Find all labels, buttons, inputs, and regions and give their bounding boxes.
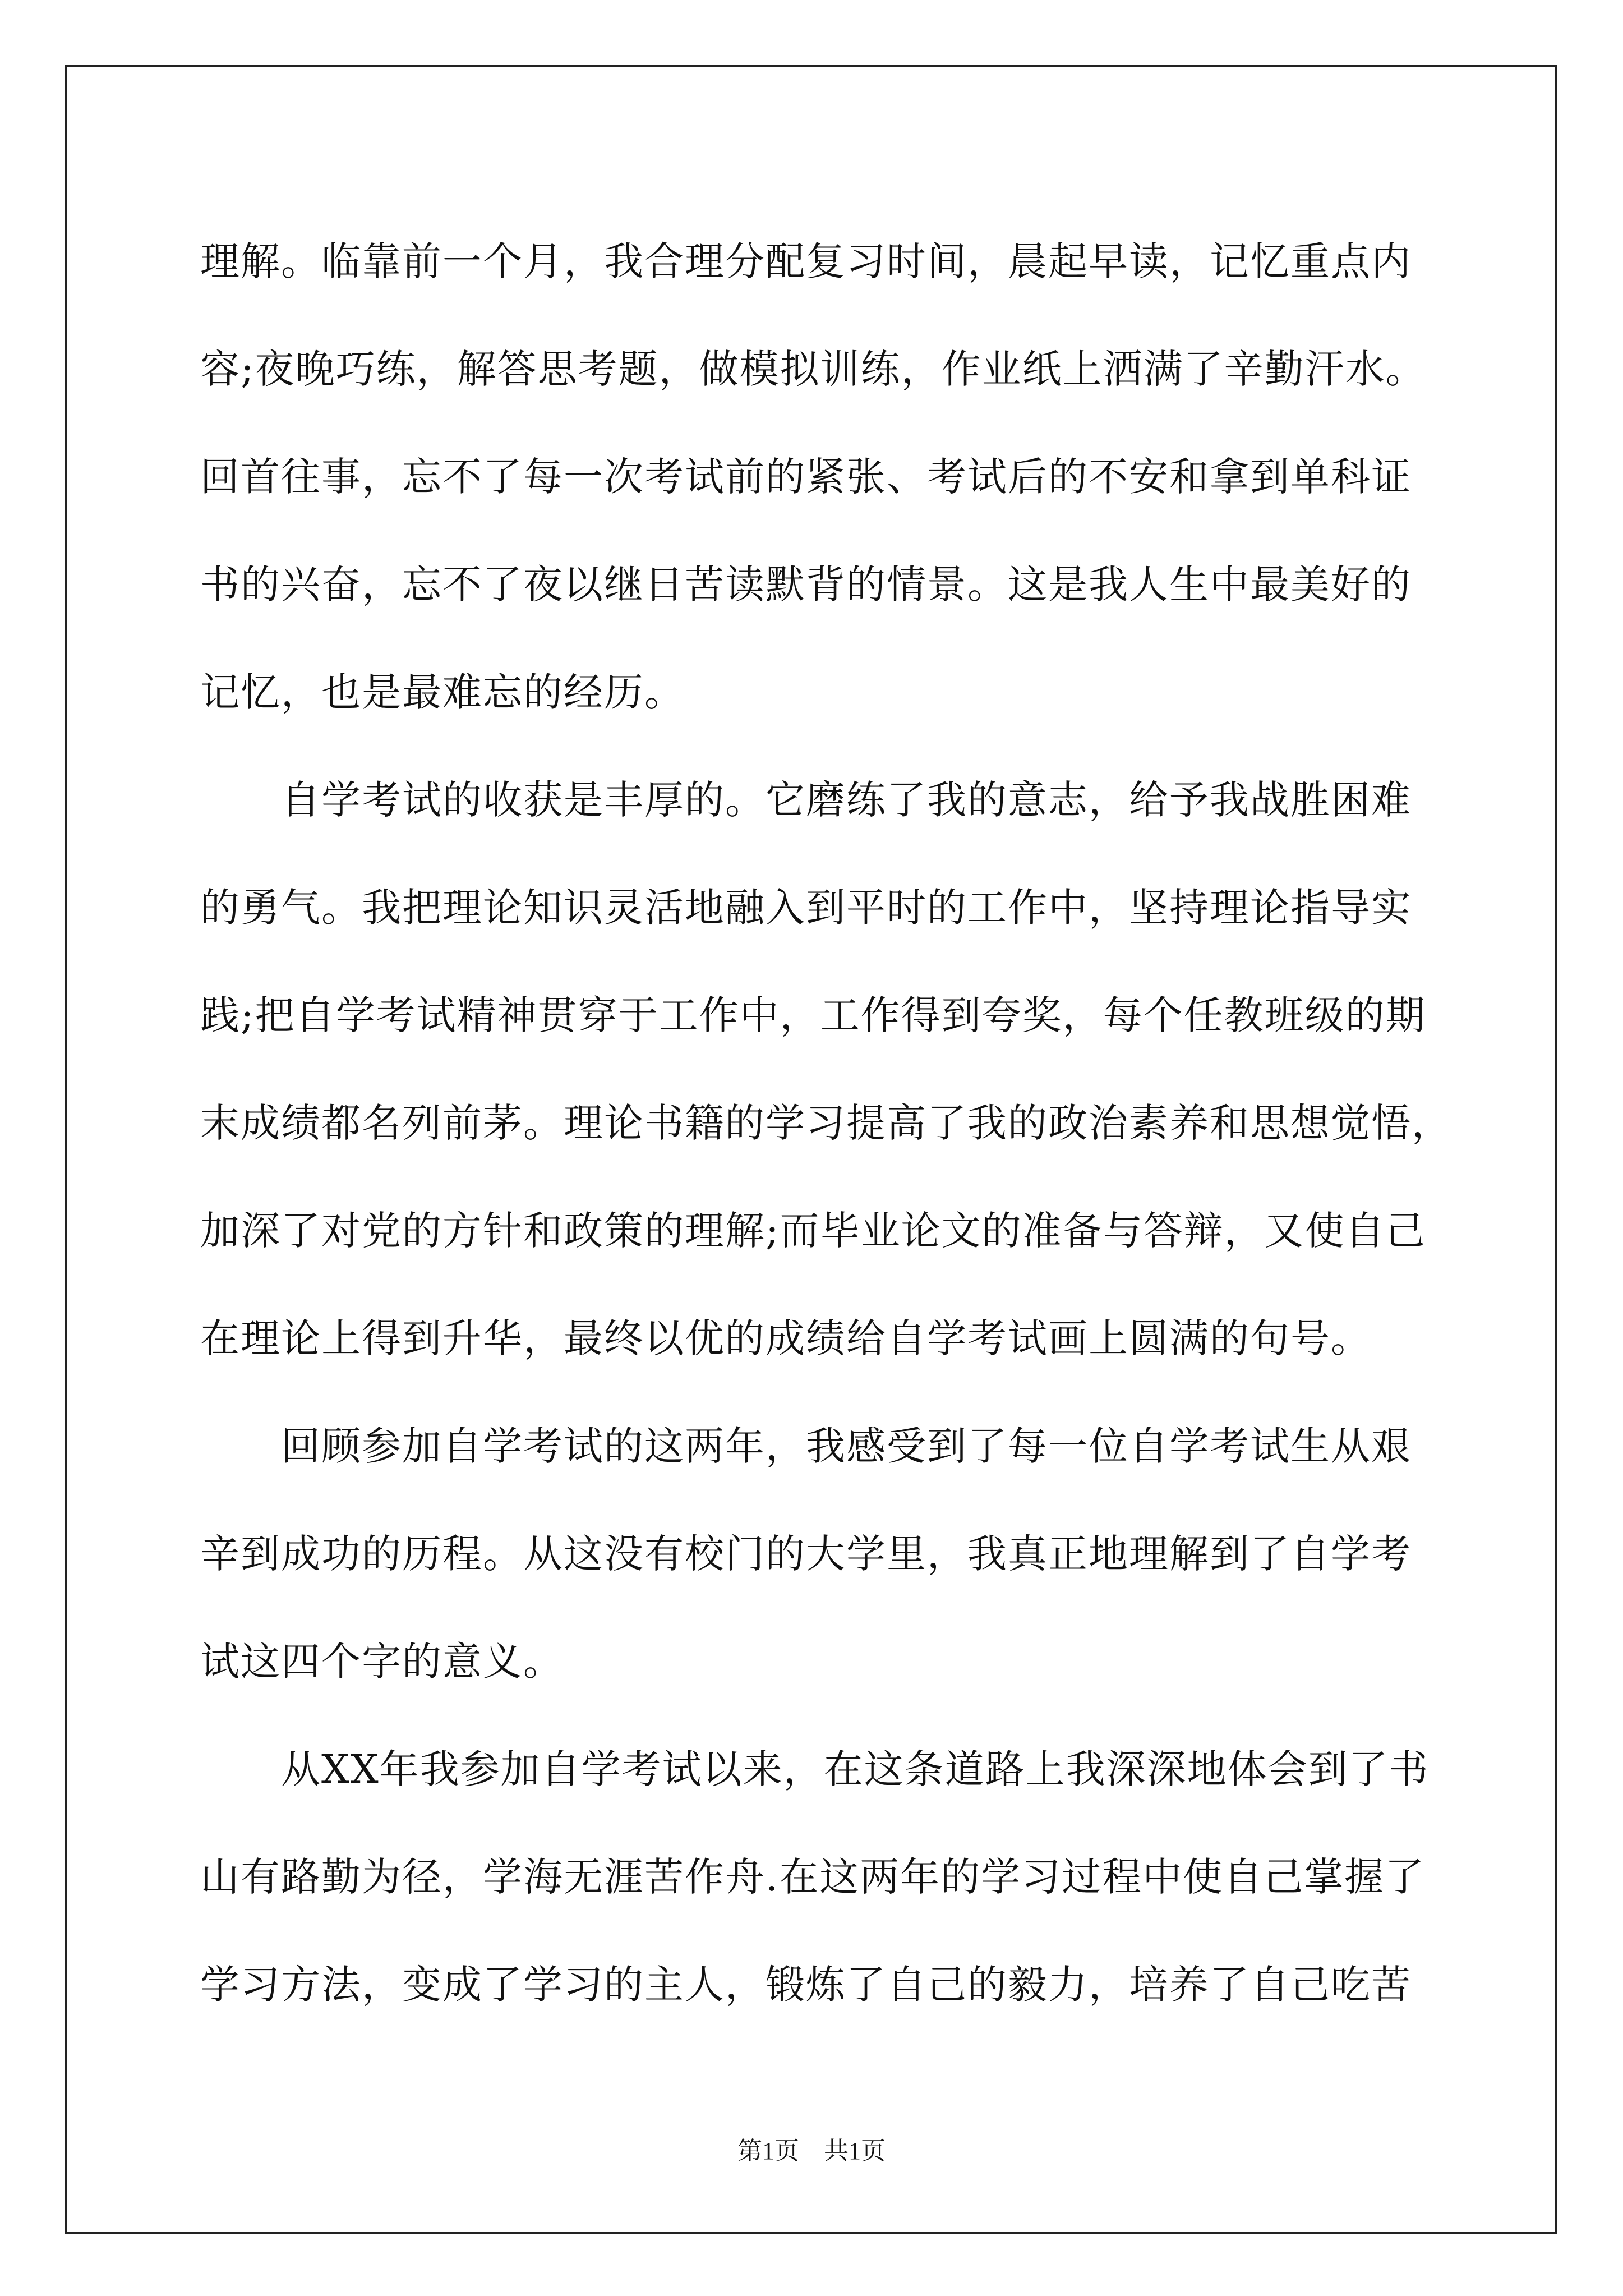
text-line: 容;夜晚巧练，解答思考题，做模拟训练，作业纸上洒满了辛勤汗水。 bbox=[200, 346, 1426, 392]
text-line: 书的兴奋，忘不了夜以继日苦读默背的情景。这是我人生中最美好的 bbox=[200, 562, 1412, 608]
text-line: 的勇气。我把理论知识灵活地融入到平时的工作中，坚持理论指导实 bbox=[200, 885, 1412, 931]
page-number-footer: 第1页 共1页 bbox=[737, 2137, 886, 2165]
text-line: 在理论上得到升华，最终以优的成绩给自学考试画上圆满的句号。 bbox=[200, 1315, 1371, 1361]
text-line: 回首往事，忘不了每一次考试前的紧张、考试后的不安和拿到单科证 bbox=[200, 454, 1412, 500]
text-line: 从XX年我参加自学考试以来，在这条道路上我深深地体会到了书 bbox=[200, 1746, 1430, 1792]
text-line: 学习方法，变成了学习的主人，锻炼了自己的毅力，培养了自己吃苦 bbox=[200, 1962, 1412, 2008]
text-line: 回顾参加自学考试的这两年，我感受到了每一位自学考试生从艰 bbox=[200, 1423, 1412, 1469]
text-line: 理解。临靠前一个月，我合理分配复习时间，晨起早读，记忆重点内 bbox=[200, 238, 1412, 284]
document-body bbox=[200, 208, 1452, 2039]
text-line: 自学考试的收获是丰厚的。它磨练了我的意志，给予我战胜困难 bbox=[200, 777, 1412, 823]
text-line: 末成绩都名列前茅。理论书籍的学习提高了我的政治素养和思想觉悟， bbox=[200, 1100, 1452, 1146]
text-line: 记忆，也是最难忘的经历。 bbox=[200, 669, 685, 715]
text-line: 山有路勤为径，学海无涯苦作舟.在这两年的学习过程中使自己掌握了 bbox=[200, 1854, 1426, 1900]
text-line: 践;把自学考试精神贯穿于工作中，工作得到夸奖，每个任教班级的期 bbox=[200, 992, 1426, 1038]
text-line: 试这四个字的意义。 bbox=[200, 1639, 564, 1685]
text-line: 加深了对党的方针和政策的理解;而毕业论文的准备与答辩，又使自己 bbox=[200, 1208, 1426, 1254]
text-line: 辛到成功的历程。从这没有校门的大学里，我真正地理解到了自学考 bbox=[200, 1531, 1412, 1577]
